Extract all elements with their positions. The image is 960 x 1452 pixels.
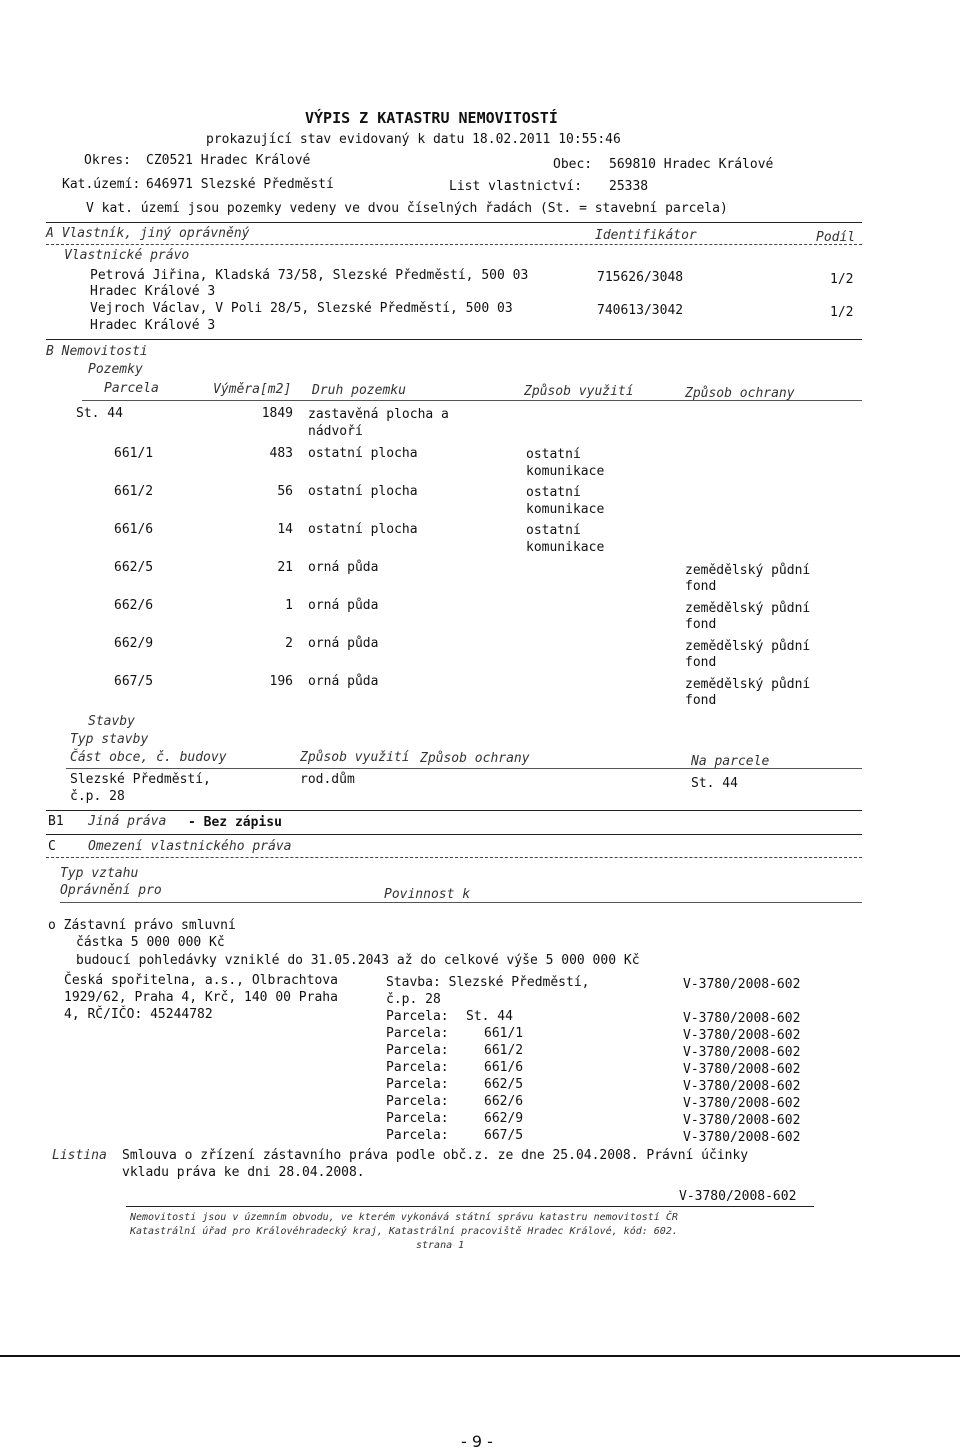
- parcel-area: 483: [269, 446, 293, 461]
- encumbered-parcel-number: 662/6: [484, 1094, 524, 1109]
- col-parcela: Parcela: [104, 381, 159, 396]
- owner-1-line1: Petrová Jiřina, Kladská 73/58, Slezské Předměstí, 500 03: [90, 268, 529, 283]
- zatizena-stavba: Stavba: Slezské Předměstí,: [386, 975, 590, 990]
- encumbered-parcel-ref: V-3780/2008-602: [683, 1011, 801, 1026]
- encumbered-parcel-ref: V-3780/2008-602: [683, 1130, 801, 1145]
- col-druh: Druh pozemku: [312, 383, 406, 398]
- zastavni-castka: částka 5 000 000 Kč: [76, 935, 225, 950]
- encumbered-parcel-number: 667/5: [484, 1128, 524, 1143]
- owner-2-line2: Hradec Králové 3: [90, 318, 216, 333]
- omezeni-label: Omezení vlastnického práva: [88, 839, 292, 854]
- owner-1-line2: Hradec Králové 3: [90, 284, 216, 299]
- parcel-table-rule: [82, 400, 862, 401]
- parcel-land-type: orná půda: [308, 636, 379, 651]
- parcel-protection-cont: fond: [685, 693, 717, 708]
- obec-value: 569810 Hradec Králové: [609, 157, 774, 172]
- owner-1-share: 1/2: [830, 272, 854, 287]
- section-b-top-rule: [46, 339, 862, 340]
- typ-vztahu-label: Typ vztahu: [60, 866, 139, 881]
- parcel-use: ostatní: [526, 447, 581, 462]
- obec-label: Obec:: [553, 157, 593, 172]
- listina-line-2: vkladu práva ke dni 28.04.2008.: [122, 1165, 365, 1180]
- col-cast-obce: Část obce, č. budovy: [70, 750, 227, 765]
- encumbered-parcel-number: 662/9: [484, 1111, 524, 1126]
- encumbered-parcel-ref: V-3780/2008-602: [683, 1028, 801, 1043]
- col-stavba-vyuziti: Způsob využití: [300, 750, 410, 765]
- vlastnicke-pravo-label: Vlastnické právo: [64, 248, 190, 263]
- section-c-header-rule: [46, 857, 862, 858]
- col-ochrana: Způsob ochrany: [685, 386, 795, 401]
- encumbered-parcel-label: Parcela:: [386, 1060, 449, 1075]
- parcel-area: 56: [277, 484, 293, 499]
- col-na-parcele: Na parcele: [691, 754, 770, 769]
- col-identifikator: Identifikátor: [595, 228, 697, 243]
- encumbered-parcel-number: St. 44: [466, 1009, 513, 1024]
- stavba-na-parcele: St. 44: [691, 776, 738, 791]
- parcel-number: 662/9: [114, 636, 154, 651]
- parcel-protection: zemědělský půdní: [685, 601, 811, 616]
- parcel-land-type: ostatní plocha: [308, 522, 418, 537]
- parcel-number: St. 44: [76, 406, 123, 421]
- parcel-area: 14: [277, 522, 293, 537]
- parcel-use: ostatní: [526, 523, 581, 538]
- col-vymera: Výměra[m2]: [213, 382, 292, 397]
- footer-jurisdiction-line-2: Katastrální úřad pro Královéhradecký kraj, Katastrální pracoviště Hradec Králové, kód: 602.: [130, 1226, 678, 1237]
- opravneni-pro-label: Oprávnění pro: [60, 883, 162, 898]
- lv-value: 25338: [609, 179, 649, 194]
- col-vyuziti: Způsob využití: [524, 384, 634, 399]
- parcel-area: 1849: [261, 406, 293, 421]
- parcel-protection-cont: fond: [685, 579, 717, 594]
- parcel-series-note: V kat. území jsou pozemky vedeny ve dvou číselných řadách (St. = stavební parcela): [86, 201, 728, 216]
- footer-jurisdiction-line-1: Nemovitosti jsou v územním obvodu, ve kterém vykonává státní správu katastru nemovitostí ČR: [130, 1212, 678, 1223]
- parcel-land-type: orná půda: [308, 598, 379, 613]
- okres-label: Okres:: [84, 153, 131, 168]
- parcel-number: 661/6: [114, 522, 154, 537]
- parcel-land-type: ostatní plocha: [308, 484, 418, 499]
- encumbered-parcel-label: Parcela:: [386, 1094, 449, 1109]
- encumbered-parcel-ref: V-3780/2008-602: [683, 1096, 801, 1111]
- parcel-protection: zemědělský půdní: [685, 639, 811, 654]
- section-c-top-rule: [46, 834, 862, 835]
- owner-2-id: 740613/3042: [597, 303, 684, 318]
- section-a-header-rule: [46, 244, 862, 245]
- encumbered-parcel-label: Parcela:: [386, 1043, 449, 1058]
- owner-2-share: 1/2: [830, 305, 854, 320]
- parcel-area: 1: [285, 598, 293, 613]
- pozemky-label: Pozemky: [88, 362, 143, 377]
- parcel-protection: zemědělský půdní: [685, 563, 811, 578]
- encumbered-parcel-label: Parcela:: [386, 1077, 449, 1092]
- parcel-protection-cont: fond: [685, 617, 717, 632]
- col-stavba-ochrana: Způsob ochrany: [420, 751, 530, 766]
- parcel-use-cont: komunikace: [526, 464, 605, 479]
- page-number: - 9 -: [461, 1432, 493, 1451]
- parcel-protection-cont: fond: [685, 655, 717, 670]
- stavby-header-rule: [66, 768, 862, 769]
- section-b1-heading: B1: [48, 814, 64, 829]
- katuzemi-label: Kat.území:: [62, 177, 141, 192]
- parcel-use: ostatní: [526, 485, 581, 500]
- encumbered-parcel-ref: V-3780/2008-602: [683, 1045, 801, 1060]
- lv-label: List vlastnictví:: [449, 179, 583, 194]
- listina-line-1: Smlouva o zřízení zástavního práva podle obč.z. ze dne 25.04.2008. Právní účinky: [122, 1148, 749, 1163]
- listina-label: Listina: [52, 1148, 107, 1163]
- parcel-number: 662/6: [114, 598, 154, 613]
- col-podil: Podíl: [816, 230, 856, 245]
- okres-value: CZ0521 Hradec Králové: [146, 153, 311, 168]
- stavby-label: Stavby: [88, 714, 135, 729]
- section-b1-top-rule: [46, 810, 862, 811]
- opravneny-line-2: 1929/62, Praha 4, Krč, 140 00 Praha: [64, 990, 338, 1005]
- encumbered-parcel-number: 661/1: [484, 1026, 524, 1041]
- jina-prava-label: Jiná práva: [88, 814, 167, 829]
- encumbered-parcel-number: 662/5: [484, 1077, 524, 1092]
- parcel-land-type-cont: nádvoří: [308, 424, 363, 439]
- encumbered-parcel-ref: V-3780/2008-602: [683, 1062, 801, 1077]
- parcel-protection: zemědělský půdní: [685, 677, 811, 692]
- parcel-number: 662/5: [114, 560, 154, 575]
- encumbered-parcel-number: 661/6: [484, 1060, 524, 1075]
- footer-page-label: strana 1: [416, 1240, 465, 1251]
- parcel-land-type: ostatní plocha: [308, 446, 418, 461]
- povinnost-k-label: Povinnost k: [384, 887, 471, 902]
- stavba-cp: č.p. 28: [70, 789, 125, 804]
- listina-ref: V-3780/2008-602: [679, 1189, 797, 1204]
- section-a-top-rule: [46, 222, 862, 223]
- stavba-cast-obce: Slezské Předměstí,: [70, 772, 211, 787]
- opravneny-line-3: 4, RČ/IČO: 45244782: [64, 1007, 213, 1022]
- page-bottom-rule: [0, 1355, 960, 1357]
- encumbered-parcel-number: 661/2: [484, 1043, 524, 1058]
- encumbered-parcel-ref: V-3780/2008-602: [683, 1113, 801, 1128]
- parcel-area: 196: [269, 674, 293, 689]
- encumbered-parcel-label: Parcela:: [386, 1111, 449, 1126]
- parcel-use-cont: komunikace: [526, 502, 605, 517]
- parcel-area: 21: [277, 560, 293, 575]
- encumbered-parcel-label: Parcela:: [386, 1026, 449, 1041]
- section-c-cols-rule: [60, 902, 862, 903]
- encumbered-parcel-label: Parcela:: [386, 1009, 449, 1024]
- section-c-heading: C: [48, 839, 56, 854]
- jina-prava-value: - Bez zápisu: [188, 815, 282, 830]
- encumbered-parcel-label: Parcela:: [386, 1128, 449, 1143]
- parcel-number: 661/2: [114, 484, 154, 499]
- parcel-number: 661/1: [114, 446, 154, 461]
- stavba-vyuziti: rod.dům: [300, 772, 355, 787]
- section-a-heading: A Vlastník, jiný oprávněný: [46, 226, 250, 241]
- zastavni-pohledavky: budoucí pohledávky vzniklé do 31.05.2043 až do celkové výše 5 000 000 Kč: [76, 953, 640, 968]
- document-subtitle: prokazující stav evidovaný k datu 18.02.2011 10:55:46: [206, 132, 621, 147]
- parcel-land-type: orná půda: [308, 674, 379, 689]
- zastavni-pravo-title: o Zástavní právo smluvní: [48, 918, 236, 933]
- parcel-land-type: orná půda: [308, 560, 379, 575]
- owner-1-id: 715626/3048: [597, 270, 684, 285]
- parcel-land-type: zastavěná plocha a: [308, 407, 449, 422]
- parcel-use-cont: komunikace: [526, 540, 605, 555]
- owner-2-line1: Vejroch Václav, V Poli 28/5, Slezské Předměstí, 500 03: [90, 301, 513, 316]
- zatizena-stavba-ref: V-3780/2008-602: [683, 977, 801, 992]
- typ-stavby-label: Typ stavby: [70, 732, 149, 747]
- parcel-area: 2: [285, 636, 293, 651]
- zatizena-stavba-cp: č.p. 28: [386, 992, 441, 1007]
- section-b-heading: B Nemovitosti: [46, 344, 148, 359]
- katuzemi-value: 646971 Slezské Předměstí: [146, 177, 334, 192]
- opravneny-line-1: Česká spořitelna, a.s., Olbrachtova: [64, 973, 338, 988]
- parcel-number: 667/5: [114, 674, 154, 689]
- document-title: VÝPIS Z KATASTRU NEMOVITOSTÍ: [305, 109, 558, 127]
- encumbered-parcel-ref: V-3780/2008-602: [683, 1079, 801, 1094]
- footer-rule: [126, 1206, 814, 1207]
